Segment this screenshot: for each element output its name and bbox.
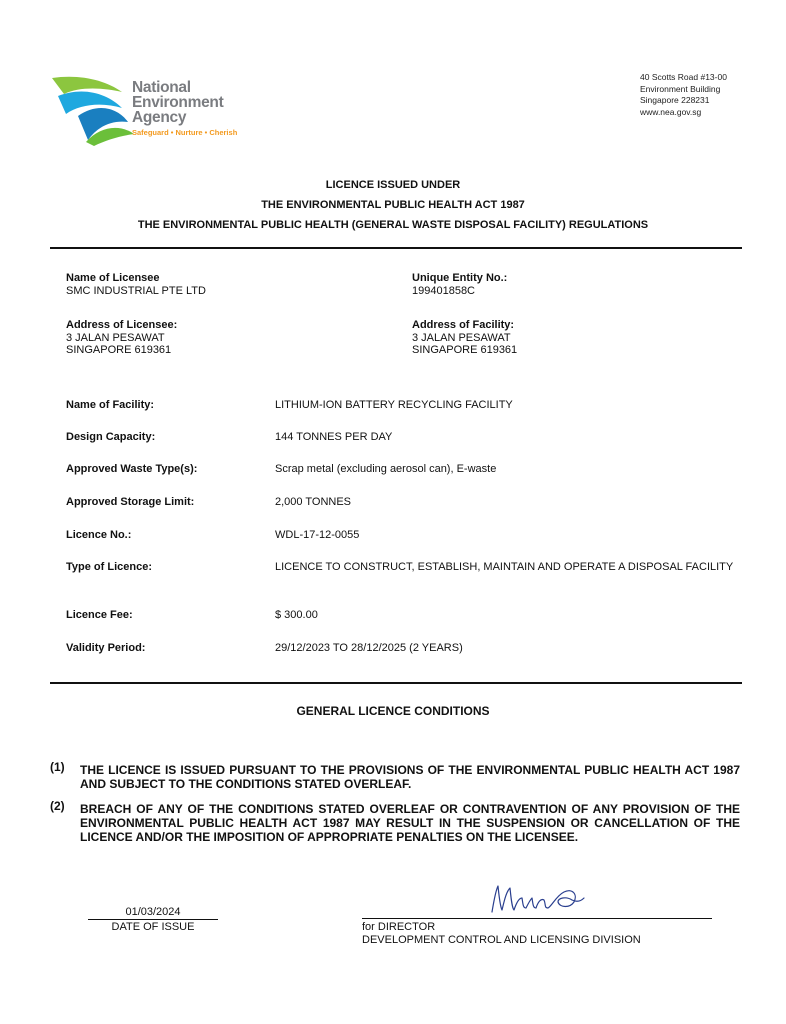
detail-value: WDL-17-12-0055 xyxy=(275,529,360,541)
director-signature xyxy=(486,880,596,920)
address-line: Environment Building xyxy=(640,83,721,94)
divider-bottom xyxy=(50,682,742,684)
detail-label: Name of Facility: xyxy=(66,399,155,411)
agency-name-line2: Environment xyxy=(132,94,224,111)
condition-number: (2) xyxy=(50,799,65,813)
detail-label: Validity Period: xyxy=(66,642,146,654)
uen-label: Unique Entity No.: xyxy=(412,272,508,284)
licensee-name-block xyxy=(66,272,206,297)
licensee-name: SMC INDUSTRIAL PTE LTD xyxy=(66,284,206,297)
agency-tagline: Safeguard • Nurture • Cherish xyxy=(132,128,238,137)
detail-value: LITHIUM-ION BATTERY RECYCLING FACILITY xyxy=(275,399,513,411)
facility-address-line: 3 JALAN PESAWAT xyxy=(412,331,511,344)
facility-address-label: Address of Facility: xyxy=(412,319,515,331)
detail-value: 2,000 TONNES xyxy=(275,496,352,508)
condition-number: (1) xyxy=(50,760,65,774)
licensee-address-line: SINGAPORE 619361 xyxy=(66,344,172,356)
divider-top xyxy=(50,247,742,249)
detail-value: Scrap metal (excluding aerosol can), E-waste xyxy=(275,463,497,475)
website: www.nea.gov.sg xyxy=(640,106,702,117)
detail-label: Approved Waste Type(s): xyxy=(66,463,198,475)
detail-label: Approved Storage Limit: xyxy=(66,496,195,508)
agency-name-line1: National xyxy=(132,79,191,96)
facility-address-block xyxy=(412,319,517,357)
address-line: 40 Scotts Road #13-00 xyxy=(640,72,727,82)
detail-value: LICENCE TO CONSTRUCT, ESTABLISH, MAINTAIN AND OPERATE A DISPOSAL FACILITY xyxy=(275,561,734,573)
licensee-name-label: Name of Licensee xyxy=(66,272,160,284)
licensee-address-block xyxy=(66,319,177,357)
title-line1: LICENCE ISSUED UNDER xyxy=(325,179,461,191)
issue-date-label: DATE OF ISSUE xyxy=(111,921,195,933)
signatory-division: DEVELOPMENT CONTROL AND LICENSING DIVISION xyxy=(362,934,641,946)
title-line2: THE ENVIRONMENTAL PUBLIC HEALTH ACT 1987 xyxy=(261,199,525,211)
licensee-address-label: Address of Licensee: xyxy=(66,319,178,331)
detail-label: Licence Fee: xyxy=(66,609,133,621)
detail-label: Licence No.: xyxy=(66,529,132,541)
detail-value: 144 TONNES PER DAY xyxy=(275,431,393,443)
issue-date: 01/03/2024 xyxy=(125,906,181,918)
condition-text: THE LICENCE IS ISSUED PURSUANT TO THE PROVISIONS OF THE ENVIRONMENTAL PUBLIC HEALTH ACT 1987 AND SUBJECT TO THE CONDITIONS STATED OVERLEAF. xyxy=(80,763,740,791)
issue-date-line xyxy=(88,919,218,920)
detail-value: $ 300.00 xyxy=(275,609,318,621)
condition-text: BREACH OF ANY OF THE CONDITIONS STATED OVERLEAF OR CONTRAVENTION OF ANY PROVISION OF THE ENVIRONMENTAL PUBLIC HEALTH ACT 1987 MAY RESULT IN THE SUSPENSION OR CANCELLATION OF THE LICENCE AND/OR THE IMPOSITION OF APPROPRIATE PENALTIES ON THE LICENSEE. xyxy=(80,802,740,844)
title-line3: THE ENVIRONMENTAL PUBLIC HEALTH (GENERAL WASTE DISPOSAL FACILITY) REGULATIONS xyxy=(137,219,649,231)
document-title xyxy=(0,175,786,235)
address-line: Singapore 228231 xyxy=(640,95,710,105)
signatory-for: for DIRECTOR xyxy=(362,921,436,933)
facility-address-line: SINGAPORE 619361 xyxy=(412,344,518,356)
detail-label: Type of Licence: xyxy=(66,561,152,573)
conditions-title: GENERAL LICENCE CONDITIONS xyxy=(296,704,490,718)
detail-label: Design Capacity: xyxy=(66,431,156,443)
uen-block xyxy=(412,272,507,297)
agency-address xyxy=(640,72,727,118)
licensee-address-line: 3 JALAN PESAWAT xyxy=(66,331,165,344)
nea-logo-text xyxy=(132,80,237,137)
uen-value: 199401858C xyxy=(412,284,476,297)
agency-name-line3: Agency xyxy=(132,109,187,126)
detail-value: 29/12/2023 TO 28/12/2025 (2 YEARS) xyxy=(275,642,463,654)
signature-line xyxy=(362,918,712,919)
